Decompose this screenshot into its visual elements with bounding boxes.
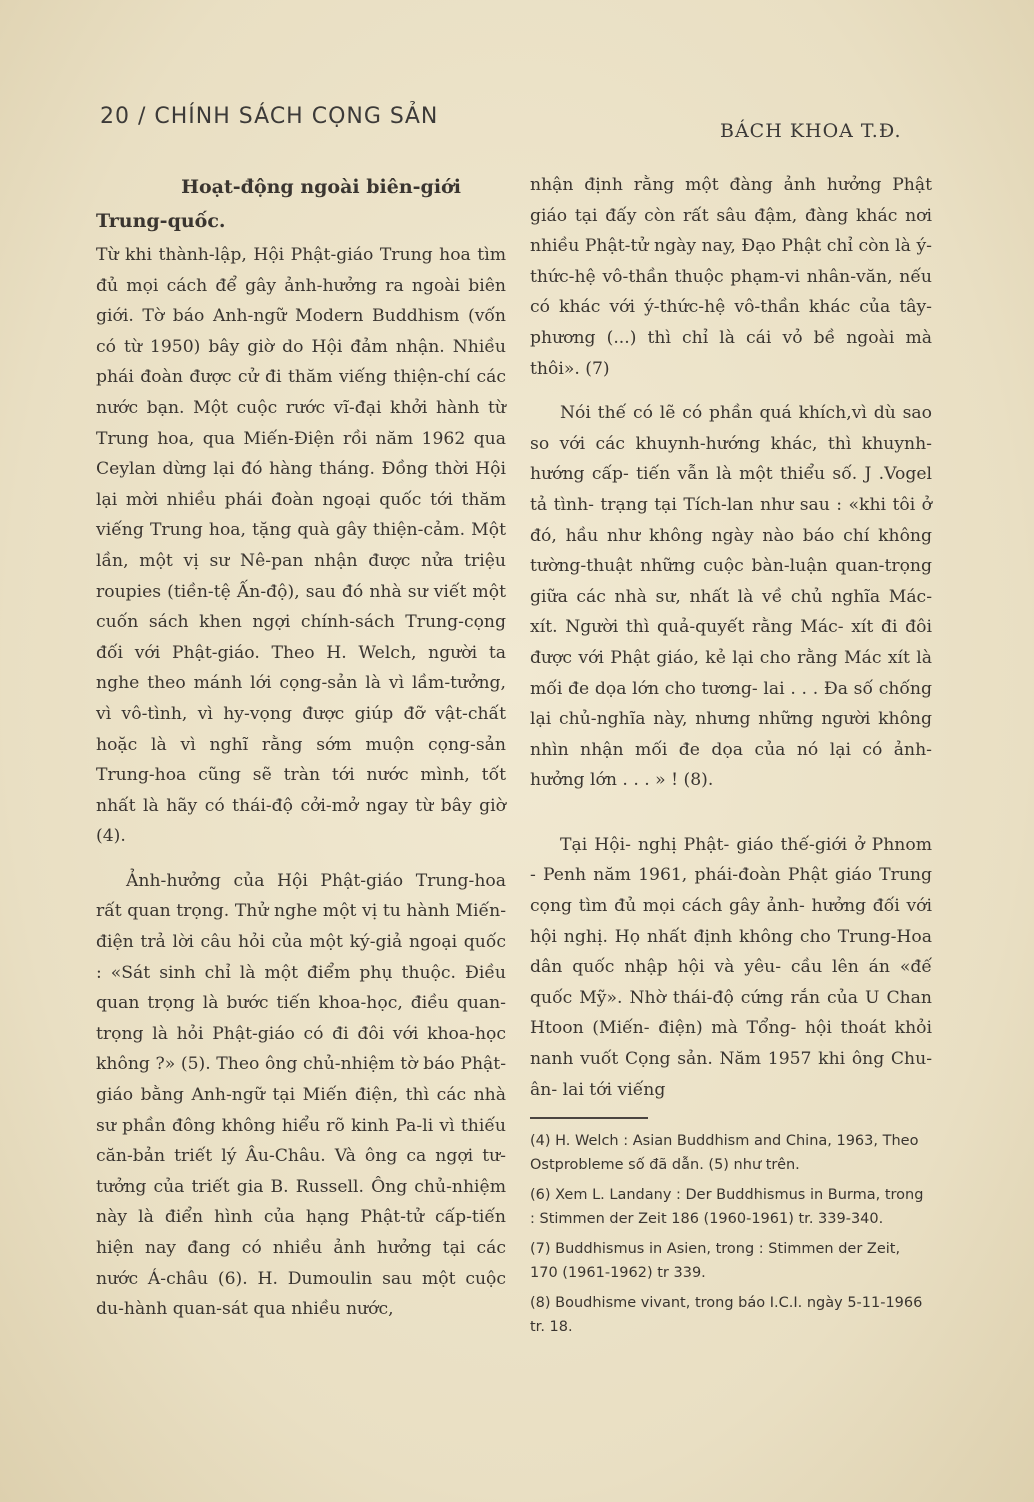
paragraph: Ảnh-hưởng của Hội Phật-giáo Trung-hoa rất quan trọng. Thử nghe một vị tu hành Miến-điện trả lời câu hỏi của một ký-giả ngoại quốc : «Sát sinh chỉ là một điểm phụ thuộc. Điều quan trọng là bước tiến khoa-học, điều quan-trọng là hỏi Phật-giáo có đi đôi với khoa-học không ?» (5). Theo ông chủ-nhiệm tờ báo Phật-giáo bằng Anh-ngữ tại Miến điện, thì các nhà sư phần đông không hiểu rõ kinh Pa-li vì thiếu căn-bản triết lý Âu-Châu. Và ông ca ngợi tư-tưởng của triết gia B. Russell. Ông chủ-nhiệm này là điển hình của hạng Phật-tử cấp-tiến hiện nay đang có nhiều ảnh hưởng tại các nước Á-châu (6). H. Dumoulin sau một cuộc du-hành quan-sát qua nhiều nước, — [96, 870, 506, 1320]
right-column — [530, 170, 932, 1345]
section-heading — [96, 170, 506, 238]
footnotes — [530, 1129, 932, 1339]
footnote: (6) Xem L. Landany : Der Buddhismus in Burma, trong : Stimmen der Zeit 186 (1960-1961) tr. 339-340. — [530, 1187, 924, 1228]
section-heading-line-1: Hoạt-động ngoài biên-giới — [181, 176, 461, 198]
running-header-left: 20 / CHÍNH SÁCH CỌNG SẢN — [100, 104, 439, 129]
paragraph: Tại Hội- nghị Phật- giáo thế-giới ở Phnom - Penh năm 1961, phái-đoàn Phật giáo Trung cọng tìm đủ mọi cách gây ảnh- hưởng đối với hội nghị. Họ nhất định không cho Trung-Hoa dân quốc nhập hội và yêu- cầu lên án «đế quốc Mỹ». Nhờ thái-độ cứng rắn của U Chan Htoon (Miến- điện) mà Tổng- hội thoát khỏi nanh vuốt Cọng sản. Năm 1957 khi ông Chu- ân- lai tới viếng — [530, 834, 932, 1100]
left-column — [96, 170, 506, 1325]
footnote-divider — [530, 1117, 648, 1119]
footnote: (8) Boudhisme vivant, trong báo I.C.I. ngày 5-11-1966 tr. 18. — [530, 1295, 923, 1336]
footnote: (7) Buddhismus in Asien, trong : Stimmen der Zeit, 170 (1961-1962) tr 339. — [530, 1241, 901, 1282]
paragraph: nhận định rằng một đàng ảnh hưởng Phật giáo tại đấy còn rất sâu đậm, đàng khác nơi nhiều Phật-tử ngày nay, Đạo Phật chỉ còn là ý-thức-hệ vô-thần thuộc phạm-vi nhân-văn, nếu có khác với ý-thức-hệ vô-thần khác của tây-phương (...) thì chỉ là cái vỏ bề ngoài mà thôi». (7) — [530, 175, 932, 379]
paragraph: Từ khi thành-lập, Hội Phật-giáo Trung hoa tìm đủ mọi cách để gây ảnh-hưởng ra ngoài biên giới. Tờ báo Anh-ngữ Modern Buddhism (vốn có từ 1950) bây giờ do Hội đảm nhận. Nhiều phái đoàn được cử đi thăm viếng thiện-chí các nước bạn. Một cuộc rước vĩ-đại khởi hành từ Trung hoa, qua Miến-Điện rồi năm 1962 qua Ceylan dừng lại đó hàng tháng. Đồng thời Hội lại mời nhiều phái đoàn ngoại quốc tới thăm viếng Trung hoa, tặng quà gây thiện-cảm. Một lần, một vị sư Nê-pan nhận được nửa triệu roupies (tiền-tệ Ấn-độ), sau đó nhà sư viết một cuốn sách khen ngợi chính-sách Trung-cọng đối với Phật-giáo. Theo H. Welch, người ta nghe theo mánh lới cọng-sản là vì lầm-tưởng, vì vô-tình, vì hy-vọng được giúp đỡ vật-chất hoặc là vì nghĩ rằng sớm muộn cọng-sản Trung-hoa cũng sẽ tràn tới nước mình, tốt nhất là hãy có thái-độ cởi-mở ngay từ bây giờ (4). — [96, 245, 506, 847]
section-heading-line-2: Trung-quốc. — [96, 210, 226, 232]
paragraph: Nói thế có lẽ có phần quá khích,vì dù sao so với các khuynh-hướng khác, thì khuynh-hướng cấp- tiến vẫn là một thiểu số. J .Vogel tả tình- trạng tại Tích-lan như sau : «khi tôi ở đó, hầu như không ngày nào báo chí không tường-thuật những cuộc bàn-luận quan-trọng giữa các nhà sư, nhất là về chủ nghĩa Mác- xít. Người thì quả-quyết rằng Mác- xít đi đôi được với Phật giáo, kẻ lại cho rằng Mác xít là mối đe dọa lớn cho tương- lai . . . Đa số chống lại chủ-nghĩa này, nhưng những người không nhìn nhận mối đe dọa của nó lại có ảnh-hưởng lớn . . . » ! (8). — [530, 403, 932, 791]
running-header-right: BÁCH KHOA T.Đ. — [720, 120, 902, 142]
footnote: (4) H. Welch : Asian Buddhism and China, 1963, Theo Ostprobleme số đã dẫn. (5) như trên. — [530, 1133, 919, 1174]
